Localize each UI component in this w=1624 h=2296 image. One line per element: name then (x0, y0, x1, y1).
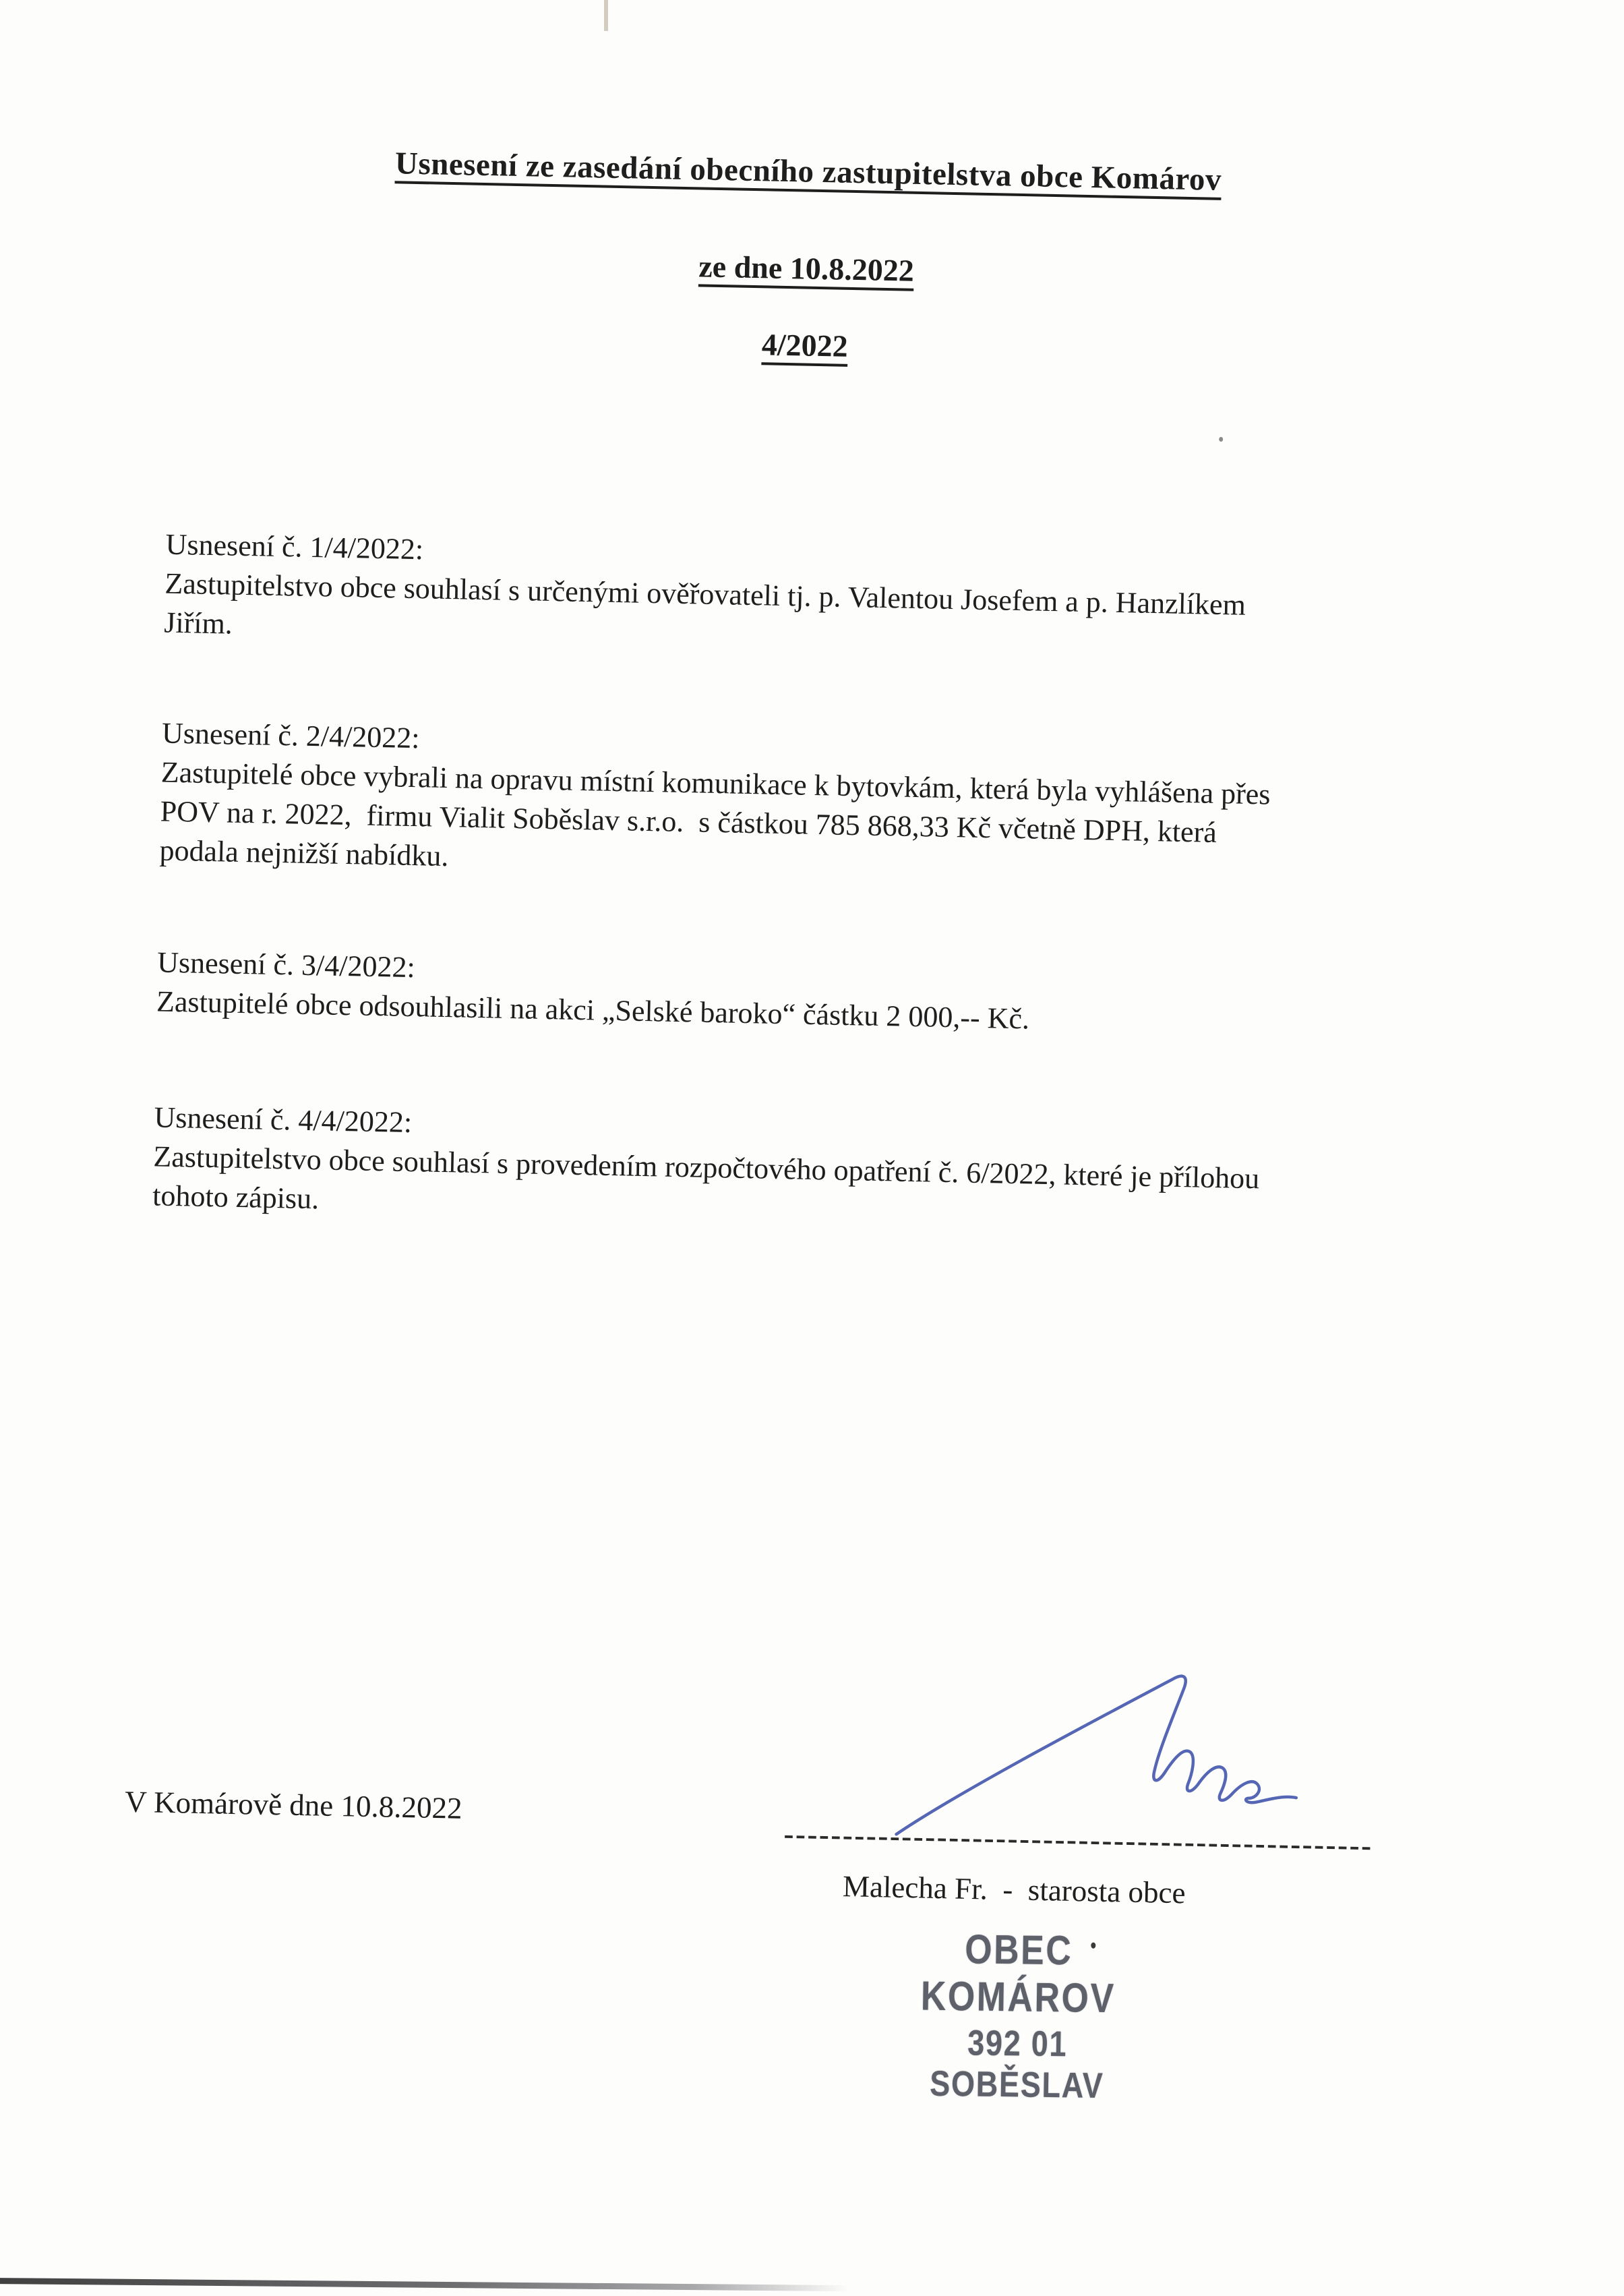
resolution-4-heading: Usnesení č. 4/4/2022: (154, 1100, 413, 1140)
document-title: Usnesení ze zasedání obecního zastupitelstva obce Komárov (394, 146, 1222, 198)
place-and-date: V Komárově dne 10.8.2022 (124, 1784, 463, 1825)
resolution-2 (159, 714, 1476, 897)
resolution-1-body: Zastupitelstvo obce souhlasí s určenými ověřovateli tj. p. Valentou Josefem a p. Hanzlíkem Jiřím. (163, 566, 1246, 641)
resolution-1 (164, 525, 1480, 669)
scan-noise-dot (1219, 437, 1223, 442)
resolution-4-body: Zastupitelstvo obce souhlasí s provedením rozpočtového opatření č. 6/2022, které je přílohou tohoto zápisu. (152, 1140, 1260, 1216)
resolution-4 (152, 1098, 1469, 1241)
resolution-2-heading: Usnesení č. 2/4/2022: (161, 716, 421, 755)
resolution-3 (156, 943, 1472, 1047)
stamp-municipality-name: OBEC KOMÁROV (920, 1926, 1116, 2022)
stamp-postal-address: 392 01 SOBĚSLAV (929, 2023, 1104, 2107)
official-stamp (879, 1924, 1157, 2107)
document-subtitle-date: ze dne 10.8.2022 (698, 249, 915, 288)
document-subtitle-number: 4/2022 (761, 327, 849, 363)
signature-line: -------------------------------------------------- (783, 1817, 1374, 1862)
resolution-1-heading: Usnesení č. 1/4/2022: (165, 527, 424, 566)
signatory-name-title: Malecha Fr. - starosta obce (842, 1869, 1186, 1910)
resolution-2-body: Zastupitelé obce vybrali na opravu místní komunikace k bytovkám, která byla vyhlášena přes POV na r. 2022, firmu Vialit Soběslav s.r.o. s částkou 785 868,33 Kč včetně DPH, která podala nejnižší nabídku. (159, 755, 1271, 873)
resolution-3-heading: Usnesení č. 3/4/2022: (156, 945, 416, 984)
resolution-3-body: Zastupitelé obce odsouhlasili na akci „Selské baroko“ částku 2 000,-- Kč. (156, 984, 1030, 1036)
